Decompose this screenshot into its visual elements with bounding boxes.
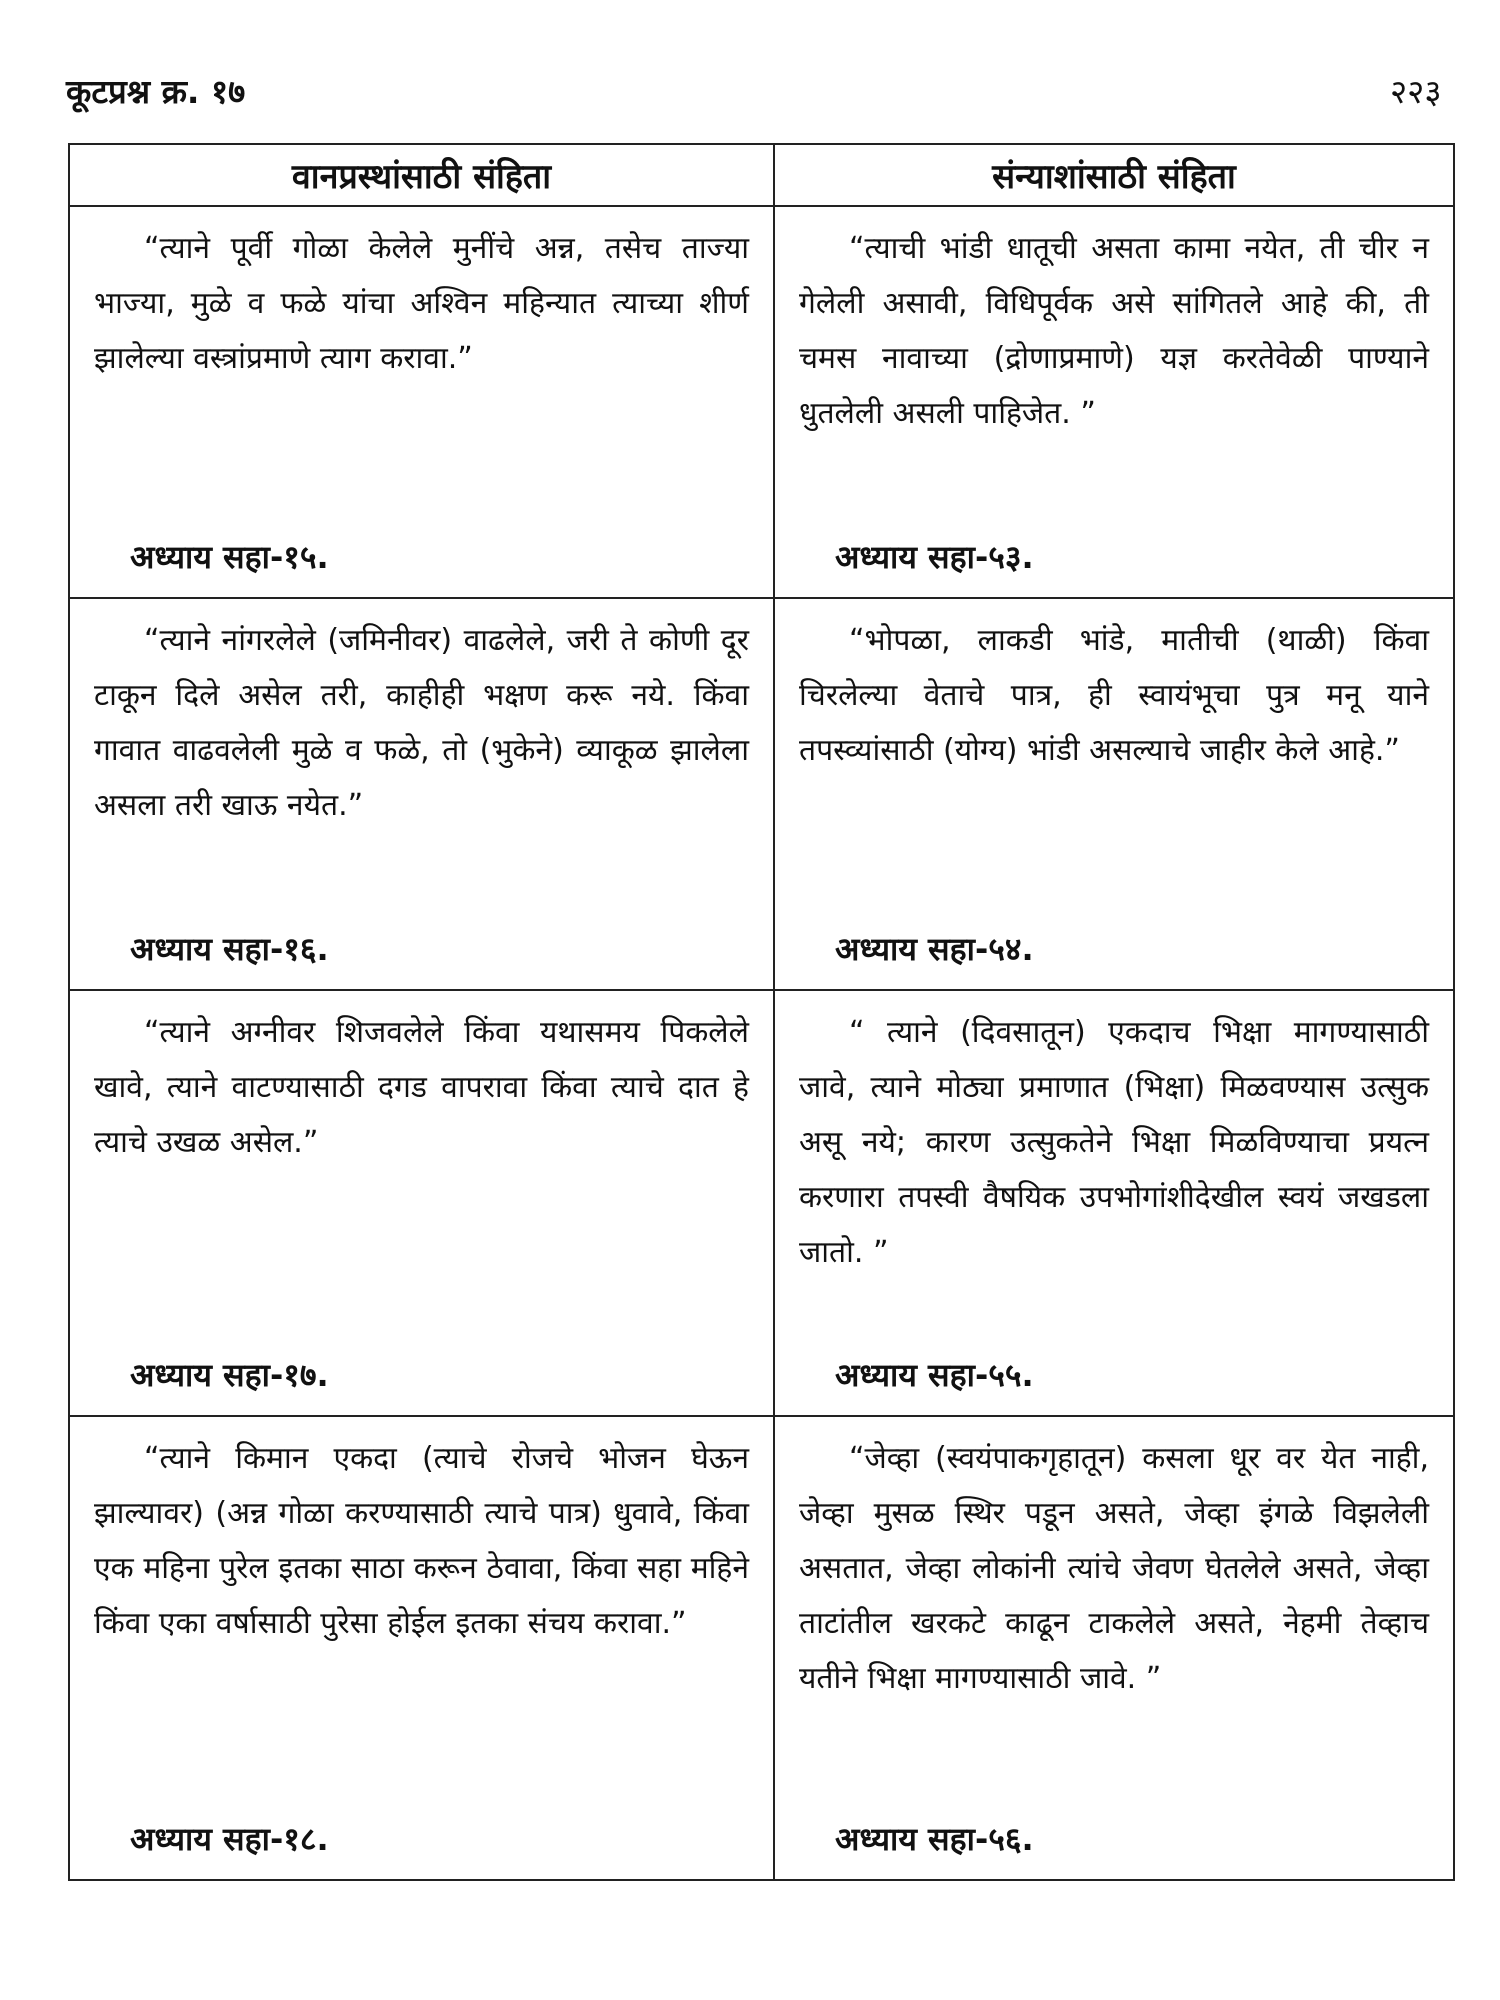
table-cell-right (774, 990, 1454, 1416)
table-cell-left (69, 990, 774, 1416)
verse-reference: अध्याय सहा-१७. (130, 1356, 329, 1394)
comparison-table (68, 143, 1455, 1881)
table-row (69, 206, 1454, 598)
table-cell-right (774, 598, 1454, 990)
verse-reference: अध्याय सहा-१६. (130, 930, 329, 968)
table-cell-right (774, 206, 1454, 598)
table-header-row (69, 144, 1454, 206)
verse-text: “ त्याने (दिवसातून) एकदाच भिक्षा मागण्यासाठी जावे, त्याने मोठ्या प्रमाणात (भिक्षा) मिळवण्यास उत्सुक असू नये; कारण उत्सुकतेने भिक्षा मिळविण्याचा प्रयत्न करणारा तपस्वी वैषयिक उपभोगांशीदेखील स्वयं जखडला जातो. ” (799, 1015, 1429, 1270)
column-header-vanaprastha: वानप्रस्थांसाठी संहिता (69, 144, 774, 206)
verse-text: “त्याने किमान एकदा (त्याचे रोजचे भोजन घेऊन झाल्यावर) (अन्न गोळा करण्यासाठी त्याचे पात्र) धुवावे, किंवा एक महिना पुरेल इतका साठा करून ठेवावा, किंवा सहा महिने किंवा एका वर्षासाठी पुरेसा होईल इतका संचय करावा.” (94, 1441, 749, 1641)
table-row (69, 1416, 1454, 1880)
verse-text: “भोपळा, लाकडी भांडे, मातीची (थाळी) किंवा चिरलेल्या वेताचे पात्र, ही स्वायंभूचा पुत्र मनू याने तपस्व्यांसाठी (योग्य) भांडी असल्याचे जाहीर केले आहे.” (799, 623, 1429, 768)
table-row (69, 598, 1454, 990)
table-cell-left (69, 206, 774, 598)
verse-reference: अध्याय सहा-५६. (835, 1820, 1034, 1858)
verse-text: “त्याने अग्नीवर शिजवलेले किंवा यथासमय पिकलेले खावे, त्याने वाटण्यासाठी दगड वापरावा किंवा त्याचे दात हे त्याचे उखळ असेल.” (94, 1015, 749, 1160)
verse-reference: अध्याय सहा-५४. (835, 930, 1034, 968)
verse-reference: अध्याय सहा-५५. (835, 1356, 1034, 1394)
table-cell-left (69, 1416, 774, 1880)
verse-text: “त्याची भांडी धातूची असता कामा नयेत, ती चीर न गेलेली असावी, विधिपूर्वक असे सांगितले आहे की, ती चमस नावाच्या (द्रोणाप्रमाणे) यज्ञ करतेवेळी पाण्याने धुतलेली असली पाहिजेत. ” (799, 231, 1429, 431)
verse-reference: अध्याय सहा-१८. (130, 1820, 329, 1858)
table-row (69, 990, 1454, 1416)
verse-text: “त्याने नांगरलेले (जमिनीवर) वाढलेले, जरी ते कोणी दूर टाकून दिले असेल तरी, काहीही भक्षण करू नये. किंवा गावात वाढवलेली मुळे व फळे, तो (भुकेने) व्याकूळ झालेला असला तरी खाऊ नयेत.” (94, 623, 749, 823)
table-cell-left (69, 598, 774, 990)
column-header-sannyasa: संन्याशांसाठी संहिता (774, 144, 1454, 206)
verse-text: “जेव्हा (स्वयंपाकगृहातून) कसला धूर वर येत नाही, जेव्हा मुसळ स्थिर पडून असते, जेव्हा इंगळे विझलेली असतात, जेव्हा लोकांनी त्यांचे जेवण घेतलेले असते, जेव्हा ताटांतील खरकटे काढून टाकलेले असते, नेहमी तेव्हाच यतीने भिक्षा मागण्यासाठी जावे. ” (799, 1441, 1429, 1696)
verse-reference: अध्याय सहा-१५. (130, 538, 329, 576)
verse-reference: अध्याय सहा-५३. (835, 538, 1034, 576)
page-number: २२३ (1390, 72, 1442, 111)
page-heading: कूटप्रश्न क्र. १७ (66, 72, 246, 111)
verse-text: “त्याने पूर्वी गोळा केलेले मुनींचे अन्न, तसेच ताज्या भाज्या, मुळे व फळे यांचा अश्विन महिन्यात त्याच्या शीर्ण झालेल्या वस्त्रांप्रमाणे त्याग करावा.” (94, 231, 749, 376)
table-cell-right (774, 1416, 1454, 1880)
